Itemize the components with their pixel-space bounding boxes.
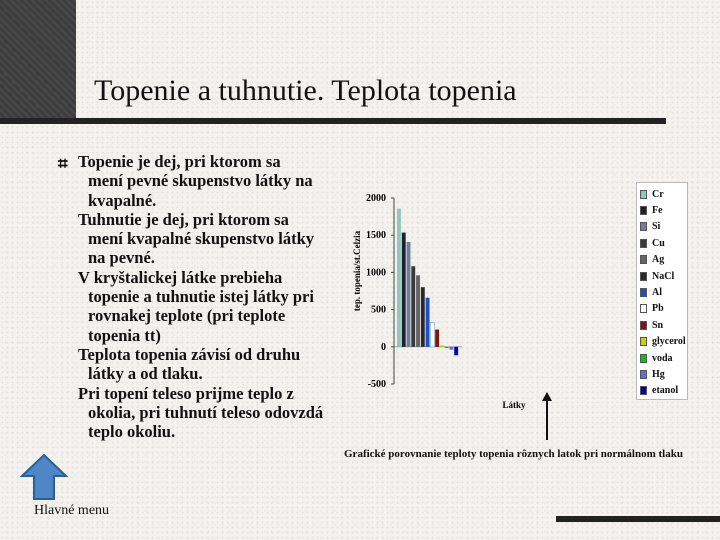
body-text-line: kvapalné. (88, 190, 157, 210)
up-arrow-icon (540, 392, 554, 440)
body-text-line: Topenie je dej, pri ktorom sa (78, 152, 281, 171)
legend-label: Al (652, 286, 662, 298)
footer-divider (556, 516, 720, 522)
legend-item (640, 350, 673, 366)
legend-label: Sn (652, 319, 664, 331)
slide-title: Topenie a tuhnutie. Teplota topenia (94, 74, 517, 107)
y-tick-label: 1000 (366, 267, 386, 279)
bar-ag (416, 275, 420, 346)
bar-voda (445, 347, 449, 348)
legend-label: voda (652, 352, 673, 364)
decorative-strip (0, 0, 76, 118)
bar-hg (449, 347, 453, 350)
body-text-line: mení pevné skupenstvo látky na (88, 171, 313, 191)
body-text-line: Teplota topenia závisí od druhu (78, 344, 301, 364)
body-text-line: Pri topení teleso prijme teplo z (78, 383, 294, 403)
legend-swatch (640, 190, 647, 199)
bar-cr (397, 209, 401, 347)
bar-pb (430, 322, 434, 346)
body-text-line: topenie a tuhnutie istej látky pri (88, 287, 314, 307)
slide-body-text (68, 152, 358, 441)
legend-label: Si (652, 221, 661, 233)
legend-swatch (640, 370, 647, 379)
legend-item (640, 268, 674, 284)
body-text-line: na pevné. (88, 248, 155, 268)
bar-etanol (454, 347, 458, 355)
legend-item (640, 252, 664, 268)
legend-item (640, 317, 663, 333)
legend-item (640, 383, 678, 399)
legend-swatch (640, 386, 647, 395)
body-text-line: okolia, pri tuhnutí teleso odovzdá (88, 402, 324, 422)
y-tick-label: 1500 (366, 230, 386, 242)
legend-swatch (640, 206, 647, 215)
body-text-line: V kryštalickej látke prebieha (78, 267, 283, 287)
legend-item (640, 235, 665, 251)
body-text-line: teplo okoliu. (88, 422, 176, 442)
legend-item (640, 219, 660, 235)
bar-cu (411, 266, 415, 347)
y-tick-label: 500 (371, 304, 386, 316)
legend-swatch (640, 354, 647, 363)
body-text-line: mení kvapalné skupenstvo látky (88, 229, 315, 249)
legend-label: Cr (652, 188, 664, 200)
legend-label: NaCl (652, 270, 675, 282)
bar-glycerol (440, 345, 444, 346)
y-tick-label: 2000 (366, 193, 386, 204)
legend-label: Hg (652, 368, 665, 380)
bar-al (426, 298, 430, 347)
legend-swatch (640, 272, 647, 281)
title-divider (0, 118, 666, 124)
melting-point-chart (350, 178, 640, 418)
legend-label: Fe (652, 204, 663, 216)
legend-label: etanol (652, 385, 679, 397)
legend-label: glycerol (652, 336, 686, 348)
legend-item (640, 284, 662, 300)
legend-swatch (640, 239, 647, 248)
legend-item (640, 202, 663, 218)
bar-sn (435, 330, 439, 347)
bar-fe (402, 233, 406, 347)
legend-swatch (640, 304, 647, 313)
legend-label: Pb (652, 303, 664, 315)
legend-swatch (640, 321, 647, 330)
chart-legend (636, 182, 688, 400)
main-menu-link[interactable]: Hlavné menu (34, 503, 110, 518)
home-arrow-button[interactable] (20, 454, 68, 500)
body-text-line: látky a od tlaku. (88, 364, 203, 384)
body-text-line: Tuhnutie je dej, pri ktorom sa (78, 209, 289, 229)
legend-item (640, 366, 665, 382)
legend-swatch (640, 255, 647, 264)
y-tick-label: -500 (367, 379, 386, 390)
legend-label: Cu (652, 237, 665, 249)
legend-label: Ag (652, 254, 665, 266)
bar-si (407, 242, 411, 347)
legend-item (640, 186, 664, 202)
legend-item (640, 334, 686, 350)
legend-item (640, 301, 664, 317)
legend-swatch (640, 337, 647, 346)
legend-swatch (640, 222, 647, 231)
bullet-icon: ⌗ (58, 154, 68, 173)
legend-swatch (640, 288, 647, 297)
chart-caption: Grafické porovnanie teploty topenia rôznych latok pri normálnom tlaku (344, 448, 683, 460)
y-tick-label: 0 (381, 341, 386, 353)
bar-nacl (421, 287, 425, 347)
body-text-line: topenia tt) (88, 325, 161, 345)
x-axis-label: Látky (502, 400, 526, 410)
body-text-line: rovnakej teplote (pri teplote (88, 306, 286, 326)
y-axis-label: tep. topenia/st.Celzia (352, 230, 362, 312)
